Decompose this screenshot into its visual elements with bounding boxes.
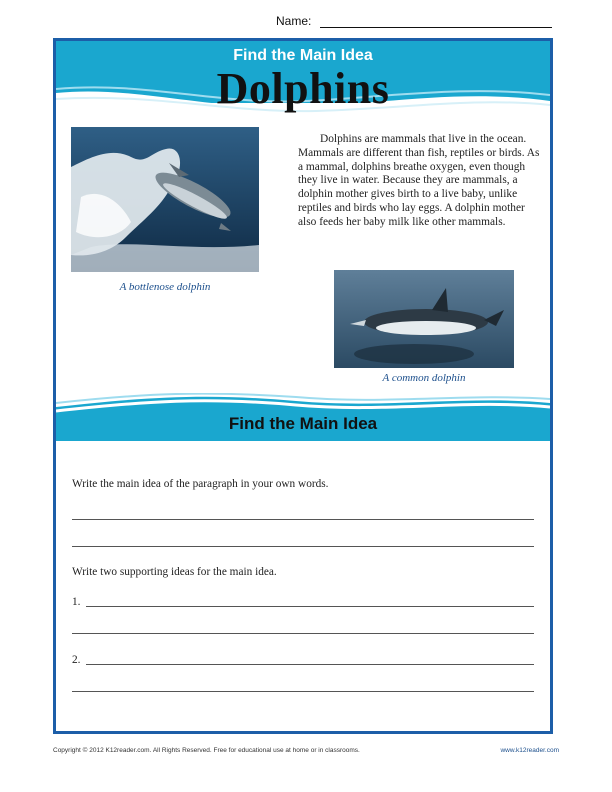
question-supporting-ideas: Write two supporting ideas for the main idea.	[72, 566, 277, 578]
common-dolphin-photo	[334, 270, 514, 368]
name-field	[276, 12, 566, 32]
answer-line[interactable]	[72, 546, 534, 547]
bottlenose-caption: A bottlenose dolphin	[119, 281, 211, 293]
common-dolphin-caption: A common dolphin	[382, 372, 466, 384]
reading-paragraph: Dolphins are mammals that live in the ocean. Mammals are different than fish, reptiles or birds. As a mammal, dolphins breathe oxygen, even though they live in water. Because they are mammals, a dolphin mother gives birth to a live baby, unlike reptiles and birds who lay eggs. A dolphin mother also feeds her baby milk like other mammals.	[298, 133, 540, 228]
bottlenose-dolphin-photo	[71, 127, 259, 272]
copyright-text: Copyright © 2012 K12reader.com. All Rights Reserved. Free for educational use at home or in classrooms.	[53, 747, 360, 754]
name-write-line[interactable]	[320, 27, 552, 28]
item-number-1: 1.	[72, 596, 81, 608]
answer-line[interactable]	[86, 606, 534, 607]
header-subtitle: Find the Main Idea	[233, 47, 373, 64]
worksheet-frame	[53, 38, 553, 734]
section-title: Find the Main Idea	[228, 414, 378, 433]
answer-line[interactable]	[72, 633, 534, 634]
site-link[interactable]: www.k12reader.com	[500, 747, 559, 754]
answer-line[interactable]	[86, 664, 534, 665]
answer-line[interactable]	[72, 691, 534, 692]
question-main-idea: Write the main idea of the paragraph in your own words.	[72, 478, 329, 490]
answer-line[interactable]	[72, 519, 534, 520]
page-title: Dolphins	[216, 64, 390, 113]
item-number-2: 2.	[72, 654, 81, 666]
name-label: Name:	[276, 14, 312, 28]
